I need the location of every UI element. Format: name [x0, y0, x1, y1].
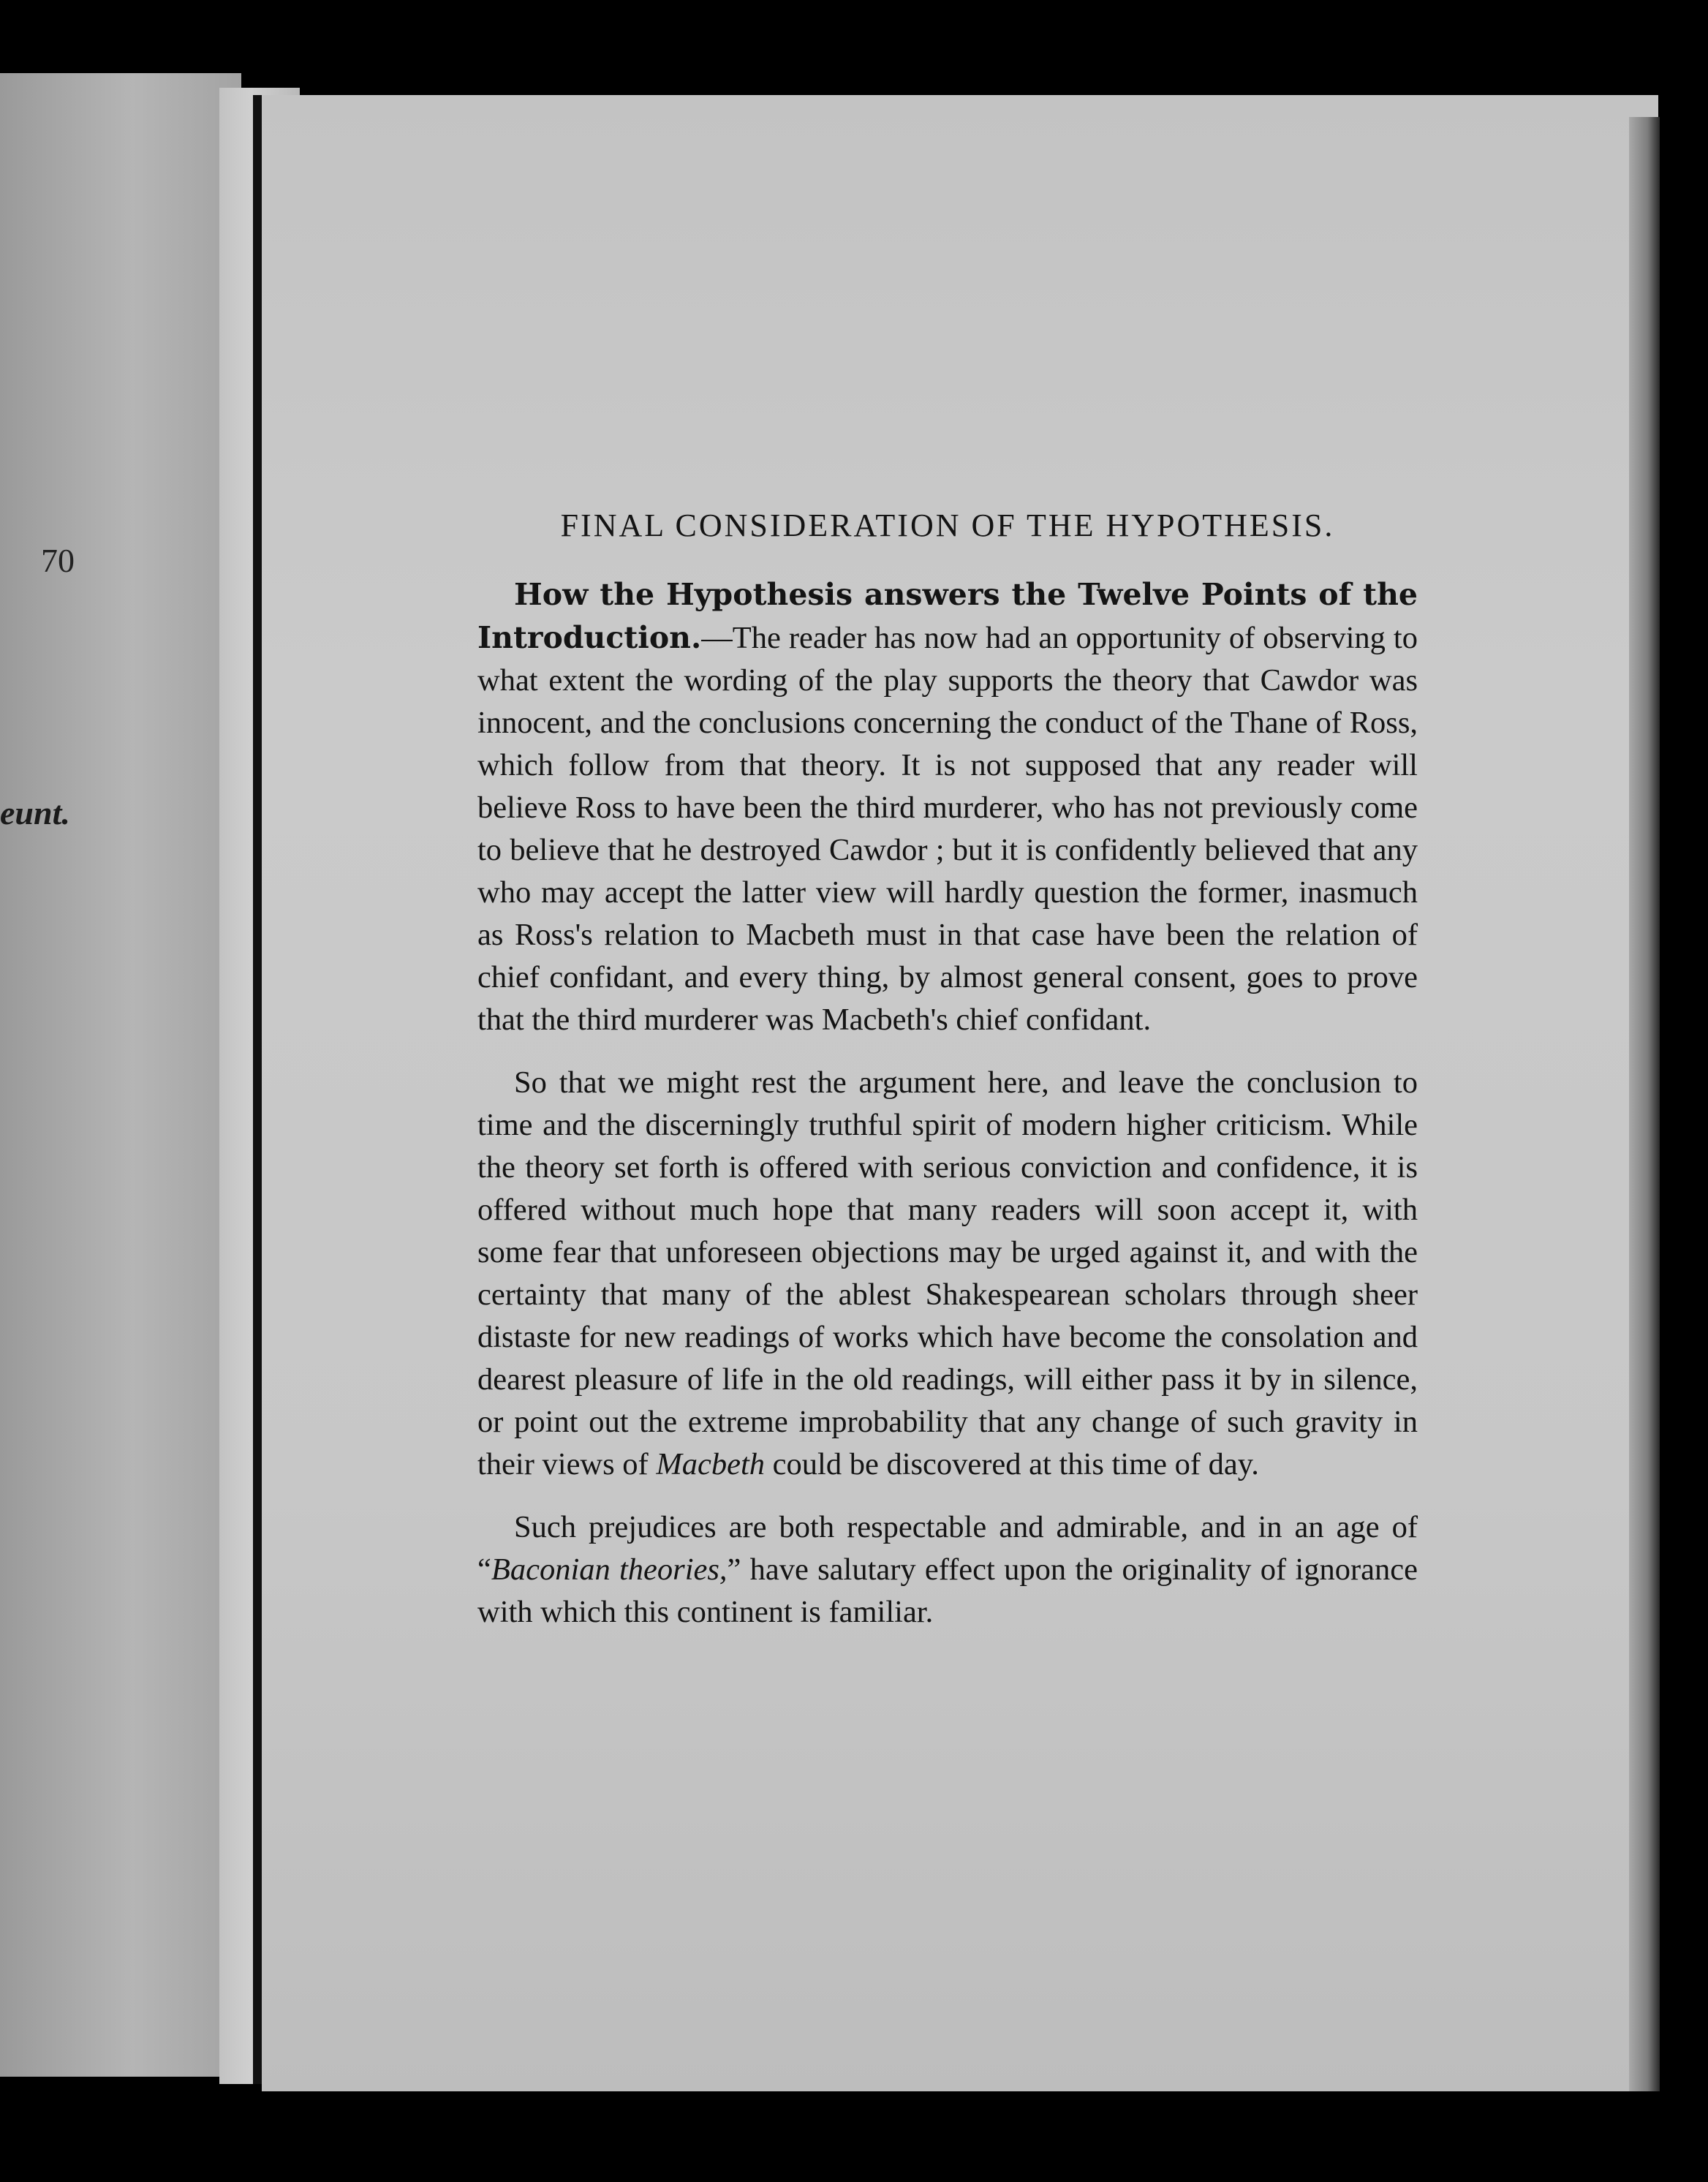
page-body: [477, 505, 1418, 1634]
paragraph-run-in-heading: How the Hypothesis answers the Twelve Points of the Introduction.: [477, 577, 1418, 655]
paragraph-1: [477, 573, 1418, 1041]
left-page: [0, 73, 241, 2077]
paragraph-1-text: —The reader has now had an opportunity of observing to what extent the wording of the play supports the theory that Cawdor was innocent, and the conclusions concerning the conduct of the Thane of Ross, which follow from that theory. It is not supposed that any reader will believe Ross to have been the third murderer, who has not previously come to believe that he destroyed Cawdor ; but it is confidently believed that any who may accept the latter view will hardly question the former, inasmuch as Ross's relation to Macbeth must in that case have been the relation of chief confidant, and every thing, by almost general consent, goes to prove that the third murderer was Macbeth's chief confidant.: [477, 621, 1418, 1037]
left-page-number: 70: [41, 542, 75, 579]
quoted-phrase-italic: Baconian theories,: [491, 1552, 728, 1587]
left-page-text-fragment: eunt.: [0, 794, 70, 831]
paragraph-2: [477, 1062, 1418, 1486]
play-title-italic: Macbeth: [656, 1447, 766, 1481]
paragraph-3: [477, 1506, 1418, 1634]
paragraph-3-text-b: ” have salutary effect upon the originality of ignorance with which this continent is familiar.: [477, 1552, 1418, 1629]
paragraph-2-text-b: could be discovered at this time of day.: [765, 1447, 1259, 1481]
chapter-heading: FINAL CONSIDERATION OF THE HYPOTHESIS.: [560, 507, 1335, 543]
page-edge-shadow: [1629, 117, 1660, 2091]
paragraph-3-text-a: Such prejudices are both respectable and admirable, and in an age of “: [477, 1510, 1418, 1587]
binding-shadow: [253, 95, 262, 2084]
paragraph-2-text-a: So that we might rest the argument here, and leave the conclusion to time and the discerningly truthful spirit of modern higher criticism. While the theory set forth is offered with serious conviction and confidence, it is offered without much hope that many readers will soon accept it, with some fear that unforeseen objections may be urged against it, and with the certainty that many of the ablest Shakespearean scholars through sheer distaste for new readings of works which have become the consolation and dearest pleasure of life in the old readings, will either pass it by in silence, or point out the extreme improbability that any change of such gravity in their views of: [477, 1065, 1418, 1481]
